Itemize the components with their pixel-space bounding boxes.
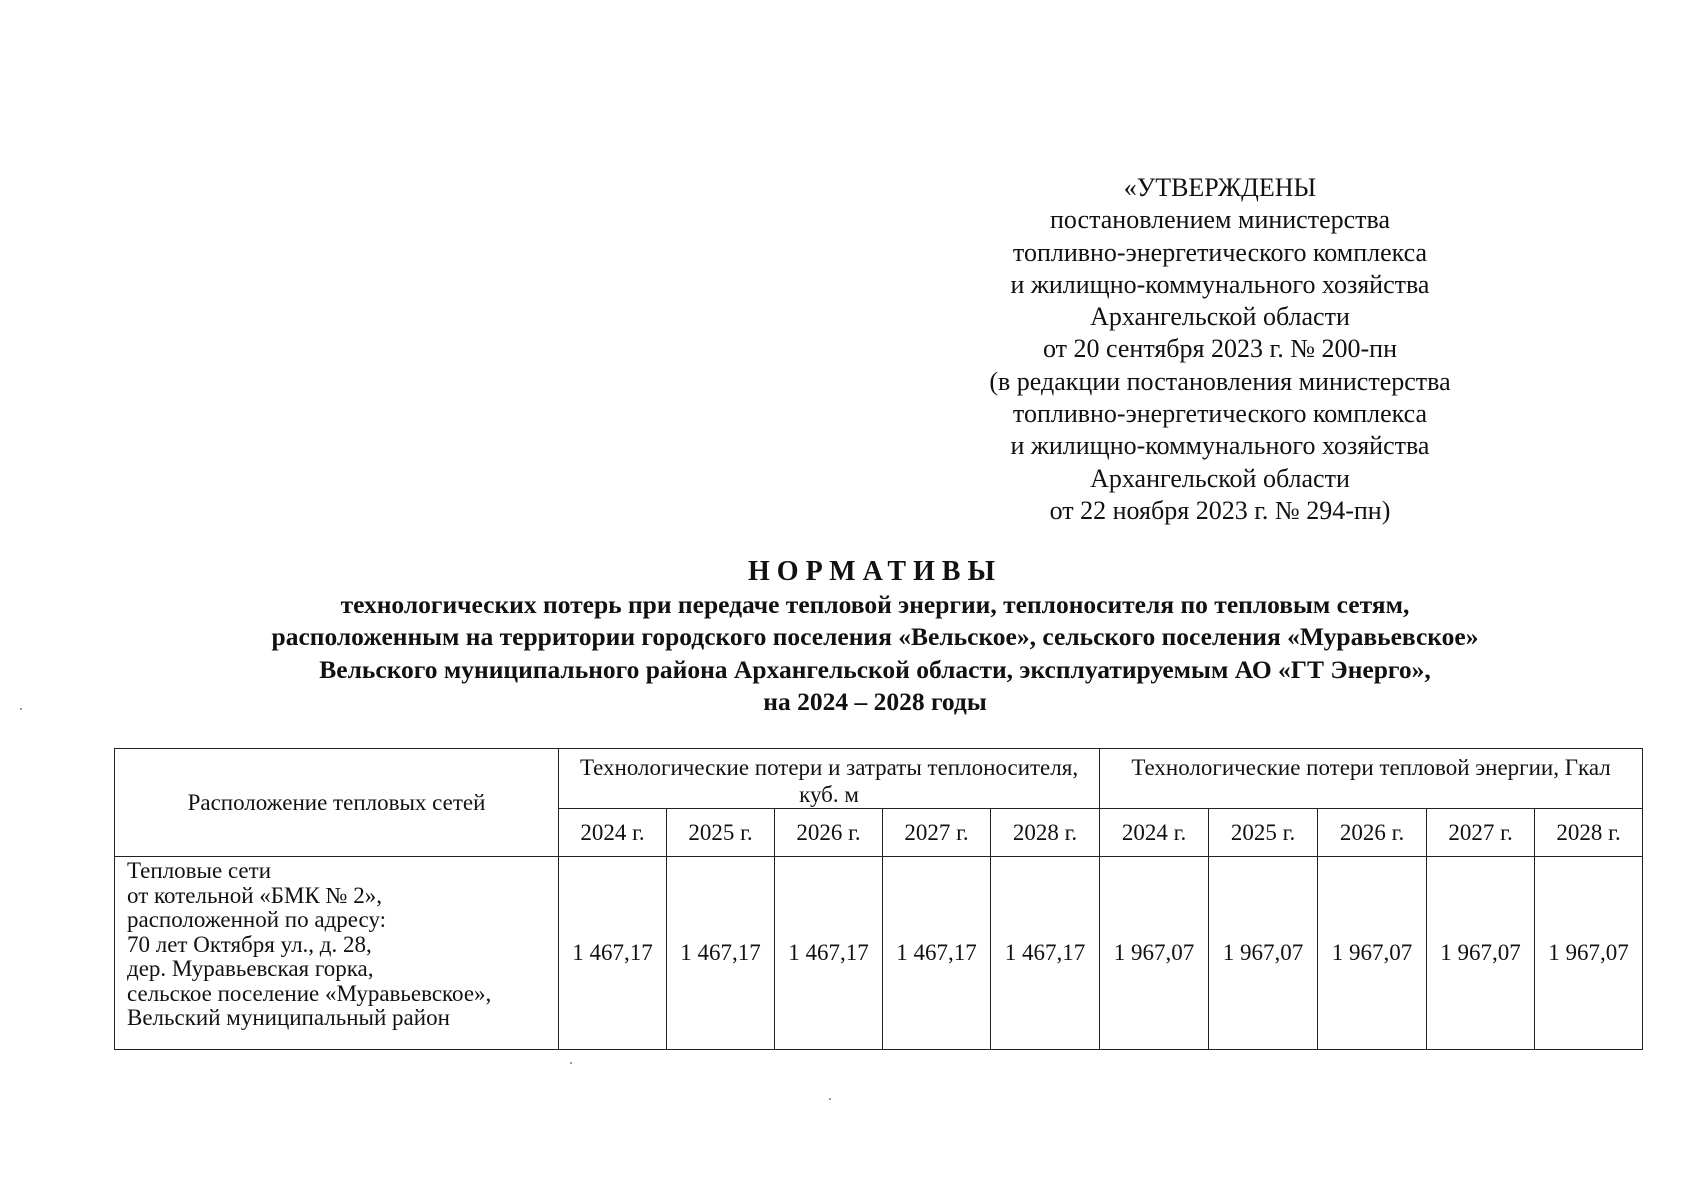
scan-speck bbox=[20, 708, 22, 710]
year-header: 2027 г. bbox=[883, 809, 991, 857]
approval-line: Архангельской области bbox=[1090, 463, 1350, 493]
header-row bbox=[115, 749, 1643, 809]
year-header: 2027 г. bbox=[1427, 809, 1535, 857]
approval-line: Архангельской области bbox=[1090, 302, 1350, 332]
approval-line: и жилищно-коммунального хозяйства bbox=[1010, 269, 1430, 299]
year-header: 2028 г. bbox=[1535, 809, 1643, 857]
year-header: 2026 г. bbox=[1318, 809, 1427, 857]
subtitle-line: Вельского муниципального района Архангельской области, эксплуатируемым АО «ГТ Энерго», bbox=[319, 654, 1431, 684]
heat-value-cell: 1 967,07 bbox=[1318, 857, 1427, 1050]
scan-speck bbox=[570, 1062, 572, 1064]
subtitle-line: расположенным на территории городского поселения «Вельское», сельского поселения «Муравьевское» bbox=[271, 622, 1479, 652]
coolant-losses-header: Технологические потери и затраты теплоносителя, куб. м bbox=[559, 749, 1100, 809]
location-line: дер. Муравьевская горка, bbox=[127, 956, 374, 981]
coolant-value-cell: 1 467,17 bbox=[667, 857, 775, 1050]
coolant-value-cell: 1 467,17 bbox=[559, 857, 667, 1050]
approval-line: топливно-энергетического комплекса bbox=[1012, 399, 1428, 429]
heat-value-cell: 1 967,07 bbox=[1535, 857, 1643, 1050]
location-line: Тепловые сети bbox=[127, 858, 271, 883]
approval-line: и жилищно-коммунального хозяйства bbox=[1010, 431, 1430, 461]
coolant-value-cell: 1 467,17 bbox=[775, 857, 883, 1050]
year-header: 2026 г. bbox=[775, 809, 883, 857]
approval-line: топливно-энергетического комплекса bbox=[1012, 237, 1428, 267]
title-main: НОРМАТИВЫ bbox=[748, 556, 1002, 587]
location-line: сельское поселение «Муравьевское», bbox=[127, 980, 492, 1006]
heat-value-cell: 1 967,07 bbox=[1100, 857, 1209, 1050]
heat-losses-header: Технологические потери тепловой энергии, Гкал bbox=[1100, 749, 1643, 809]
year-header: 2028 г. bbox=[991, 809, 1100, 857]
location-line: от котельной «БМК № 2», bbox=[127, 882, 382, 908]
location-header: Расположение тепловых сетей bbox=[115, 749, 559, 857]
year-header: 2024 г. bbox=[559, 809, 667, 857]
approval-line: (в редакции постановления министерства bbox=[989, 366, 1451, 396]
year-header: 2025 г. bbox=[667, 809, 775, 857]
year-header: 2024 г. bbox=[1100, 809, 1209, 857]
table-row bbox=[115, 857, 1643, 1050]
location-line: расположенной по адресу: bbox=[127, 907, 387, 932]
document-title bbox=[150, 555, 1600, 718]
approval-line: «УТВЕРЖДЕНЫ bbox=[1123, 173, 1317, 202]
norms-table bbox=[114, 748, 1643, 1050]
heat-value-cell: 1 967,07 bbox=[1427, 857, 1535, 1050]
coolant-value-cell: 1 467,17 bbox=[991, 857, 1100, 1050]
scan-speck bbox=[829, 1098, 831, 1100]
approval-line: от 22 ноября 2023 г. № 294-пн) bbox=[1049, 495, 1391, 525]
location-line: Вельский муниципальный район bbox=[127, 1005, 450, 1030]
approval-line: постановлением министерства bbox=[1049, 205, 1391, 235]
year-header: 2025 г. bbox=[1209, 809, 1318, 857]
location-cell bbox=[115, 857, 559, 1050]
location-line: 70 лет Октября ул., д. 28, bbox=[127, 931, 372, 957]
coolant-value-cell: 1 467,17 bbox=[883, 857, 991, 1050]
approval-block bbox=[950, 172, 1490, 527]
subtitle-line: технологических потерь при передаче тепловой энергии, теплоносителя по тепловым сетям, bbox=[340, 590, 1410, 619]
approval-line: от 20 сентября 2023 г. № 200-пн bbox=[1042, 334, 1398, 364]
subtitle-line: на 2024 – 2028 годы bbox=[763, 686, 987, 716]
heat-value-cell: 1 967,07 bbox=[1209, 857, 1318, 1050]
